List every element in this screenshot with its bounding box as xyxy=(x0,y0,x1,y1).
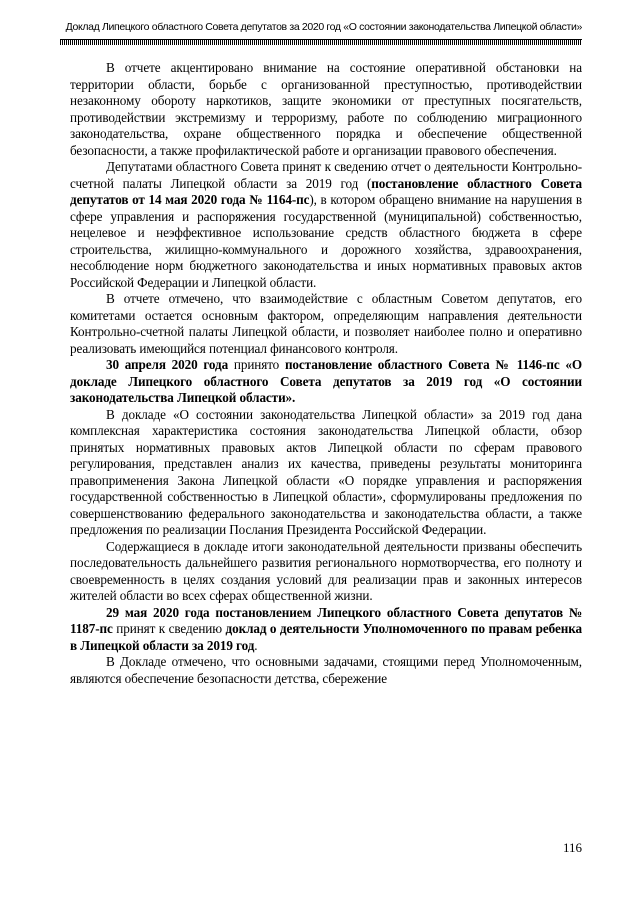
paragraph-7-end: . xyxy=(254,637,258,653)
paragraph-2-resolution-ref: постановление областного Совета депутатов от 14 мая 2020 года № 1164-пс xyxy=(70,175,582,207)
document-body xyxy=(70,60,582,687)
paragraph-6: Содержащиеся в докладе итоги законодательной деятельности призваны обеспечить последовательность дальнейшего развития регионального нормотворчества, его полноту и своевременность в целях создания условий для реализации прав и законных интересов жителей области во всех сферах общественной жизни. xyxy=(70,538,582,603)
paragraph-3: В отчете отмечено, что взаимодействие с областным Советом депутатов, его комитетами остается основным фактором, определяющим направления деятельности Контрольно-счетной палаты Липецкой области, и позволяет наиболее полно и оперативно реализовать имеющийся потенциал финансового контроля. xyxy=(70,291,582,356)
paragraph-2-text-c: ), в котором обращено внимание на нарушения в сфере управления и распоряжения государственной (муниципальной) собственностью, нецелевое и неэффективное использование средств областного бюджета в сфере строительства, жилищно-коммунального и дорожного хозяйства, здравоохранения, несоблюдение норм бюджетного законодательства и иных нормативных правовых актов Российской Федерации и Липецкой области. xyxy=(70,192,583,290)
paragraph-7-text: принят к сведению xyxy=(112,621,226,636)
paragraph-4-text: принято xyxy=(228,357,285,372)
paragraph-7-report-ref: доклад о деятельности Уполномоченного по правам ребенка в Липецкой области за 2019 год xyxy=(70,621,582,653)
page-number: 116 xyxy=(562,840,582,855)
paragraph-2-text-a: Депутатами областного Совета принят к сведению отчет о деятельности Контрольно-счетной палаты Липецкой области за 2019 год ( xyxy=(70,159,582,191)
paragraph-7-resolution-ref: 29 мая 2020 года постановлением Липецкого областного Совета депутатов № 1187-пс xyxy=(70,604,582,636)
paragraph-5: В докладе «О состоянии законодательства Липецкой области» за 2019 год дана комплексная характеристика состояния законодательства Липецкой области, обзор принятых нормативных правовых актов Липецкой области по сферам правового регулирования, представлен анализ их качества, приведены результаты мониторинга правоприменения Закона Липецкой области «О порядке управления и распоряжения государственной собственностью в Липецкой области», сформулированы предложения по совершенствованию федерального законодательства и законодательства области, а также предложения по реализации Послания Президента Российской Федерации. xyxy=(70,406,582,537)
paragraph-4 xyxy=(70,357,582,407)
paragraph-2 xyxy=(70,159,582,291)
running-header: Доклад Липецкого областного Совета депутатов за 2020 год «О состоянии законодательства Липецкой области» xyxy=(65,21,582,33)
paragraph-8: В Докладе отмечено, что основными задачами, стоящими перед Уполномоченным, являются обеспечение безопасности детства, сбережение xyxy=(70,654,582,686)
header-rule-hatch xyxy=(60,40,582,45)
paragraph-1: В отчете акцентировано внимание на состояние оперативной обстановки на территории области, борьбе с организованной преступностью, противодействии незаконному обороту наркотиков, защите экономики от преступных посягательств, противодействии экстремизму и терроризму, работе по соблюдению миграционного законодательства, охране общественного порядка и обеспечение общественной безопасности, а также профилактической работе и организации правового обеспечения. xyxy=(70,60,582,158)
paragraph-4-date: 30 апреля 2020 года xyxy=(106,357,229,372)
paragraph-7 xyxy=(70,605,582,655)
paragraph-4-resolution-ref: постановление областного Совета № 1146-пс «О докладе Липецкого областного Совета депутатов за 2019 год «О состоянии законодательства Липецкой области». xyxy=(70,357,582,405)
